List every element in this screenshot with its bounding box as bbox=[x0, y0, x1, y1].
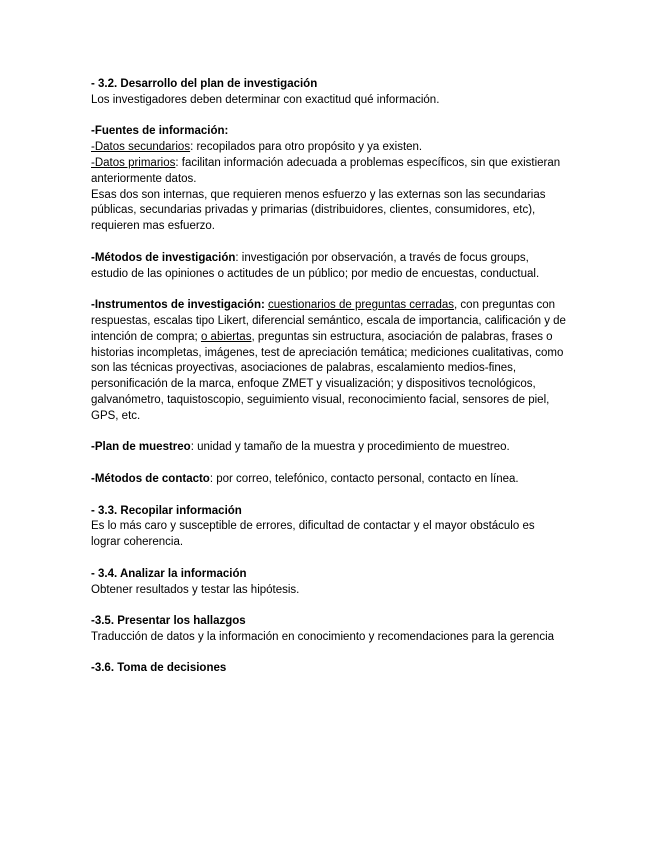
section-3-2-text: Los investigadores deben determinar con exactitud qué información. bbox=[91, 93, 440, 106]
datos-primarios-label: -Datos primarios bbox=[91, 156, 176, 169]
section-3-5-heading: -3.5. Presentar los hallazgos bbox=[91, 615, 246, 628]
plan-muestreo-text: : unidad y tamaño de la muestra y procedimiento de muestreo. bbox=[190, 441, 510, 454]
section-3-3-text: Es lo más caro y susceptible de errores, dificultad de contactar y el mayor obstáculo es lograr coherencia. bbox=[91, 520, 535, 549]
metodos-investigacion-text: : investigación por observación, a través de focus groups, estudio de las opiniones o actitudes de un público; por medio de encuestas, conductual. bbox=[91, 251, 540, 280]
section-3-6-heading: -3.6. Toma de decisiones bbox=[91, 662, 227, 675]
section-3-5 bbox=[91, 614, 566, 646]
document-body bbox=[91, 77, 566, 693]
section-3-2-heading: - 3.2. Desarrollo del plan de investigación bbox=[91, 78, 318, 90]
datos-secundarios bbox=[91, 140, 566, 156]
section-3-4 bbox=[91, 567, 566, 599]
section-3-3-heading: - 3.3. Recopilar información bbox=[91, 504, 242, 517]
instrumentos-investigacion bbox=[91, 298, 566, 424]
metodos-contacto bbox=[91, 472, 566, 488]
instrumentos-text-1: , con preguntas con respuestas, escalas tipo Likert, diferencial semántico, escala de importancia, calificación y de intención de compra; bbox=[91, 299, 566, 343]
metodos-contacto-label: -Métodos de contacto bbox=[91, 472, 210, 485]
datos-secundarios-text: : recopilados para otro propósito y ya existen. bbox=[190, 141, 423, 154]
fuentes-block bbox=[91, 124, 566, 235]
preguntas-abiertas: o abiertas bbox=[200, 330, 252, 343]
plan-muestreo bbox=[91, 440, 566, 456]
preguntas-cerradas: cuestionarios de preguntas cerradas bbox=[268, 299, 455, 312]
fuentes-heading: -Fuentes de información: bbox=[91, 125, 229, 138]
section-3-5-text: Traducción de datos y la información en conocimiento y recomendaciones para la gerencia bbox=[91, 630, 555, 643]
section-3-6 bbox=[91, 661, 566, 677]
metodos-contacto-text: : por correo, telefónico, contacto personal, contacto en línea. bbox=[209, 472, 519, 485]
section-3-3 bbox=[91, 504, 566, 551]
section-3-2 bbox=[91, 77, 566, 109]
metodos-investigacion-label: -Métodos de investigación bbox=[91, 251, 236, 264]
datos-secundarios-label: -Datos secundarios bbox=[91, 141, 191, 154]
datos-primarios-text: : facilitan información adecuada a problemas específicos, sin que existieran anteriormente datos. bbox=[91, 156, 561, 185]
fuentes-nota: Esas dos son internas, que requieren menos esfuerzo y las externas son las secundarias públicas, secundarias privadas y primarias (distribuidores, clientes, consumidores, etc), requieren mas esfuerzo. bbox=[91, 188, 546, 233]
plan-muestreo-label: -Plan de muestreo bbox=[91, 441, 191, 454]
section-3-4-heading: - 3.4. Analizar la información bbox=[91, 567, 247, 580]
instrumentos-label: -Instrumentos de investigación: bbox=[91, 299, 265, 312]
section-3-4-text: Obtener resultados y testar las hipótesis. bbox=[91, 583, 300, 596]
instrumentos-text-2: , preguntas sin estructura, asociación de palabras, frases o historias incompletas, imágenes, test de apreciación temática; mediciones cualitativas, como son las técnicas proyectivas, asociaciones de palabras, escalamiento medios-fines, personificación de la marca, enfoque ZMET y visualización; y dispositivos tecnológicos, galvanómetro, taquistoscopio, seguimiento visual, reconocimiento facial, sensores de piel, GPS, etc. bbox=[91, 330, 564, 422]
datos-primarios bbox=[91, 156, 566, 188]
metodos-investigacion bbox=[91, 251, 566, 283]
